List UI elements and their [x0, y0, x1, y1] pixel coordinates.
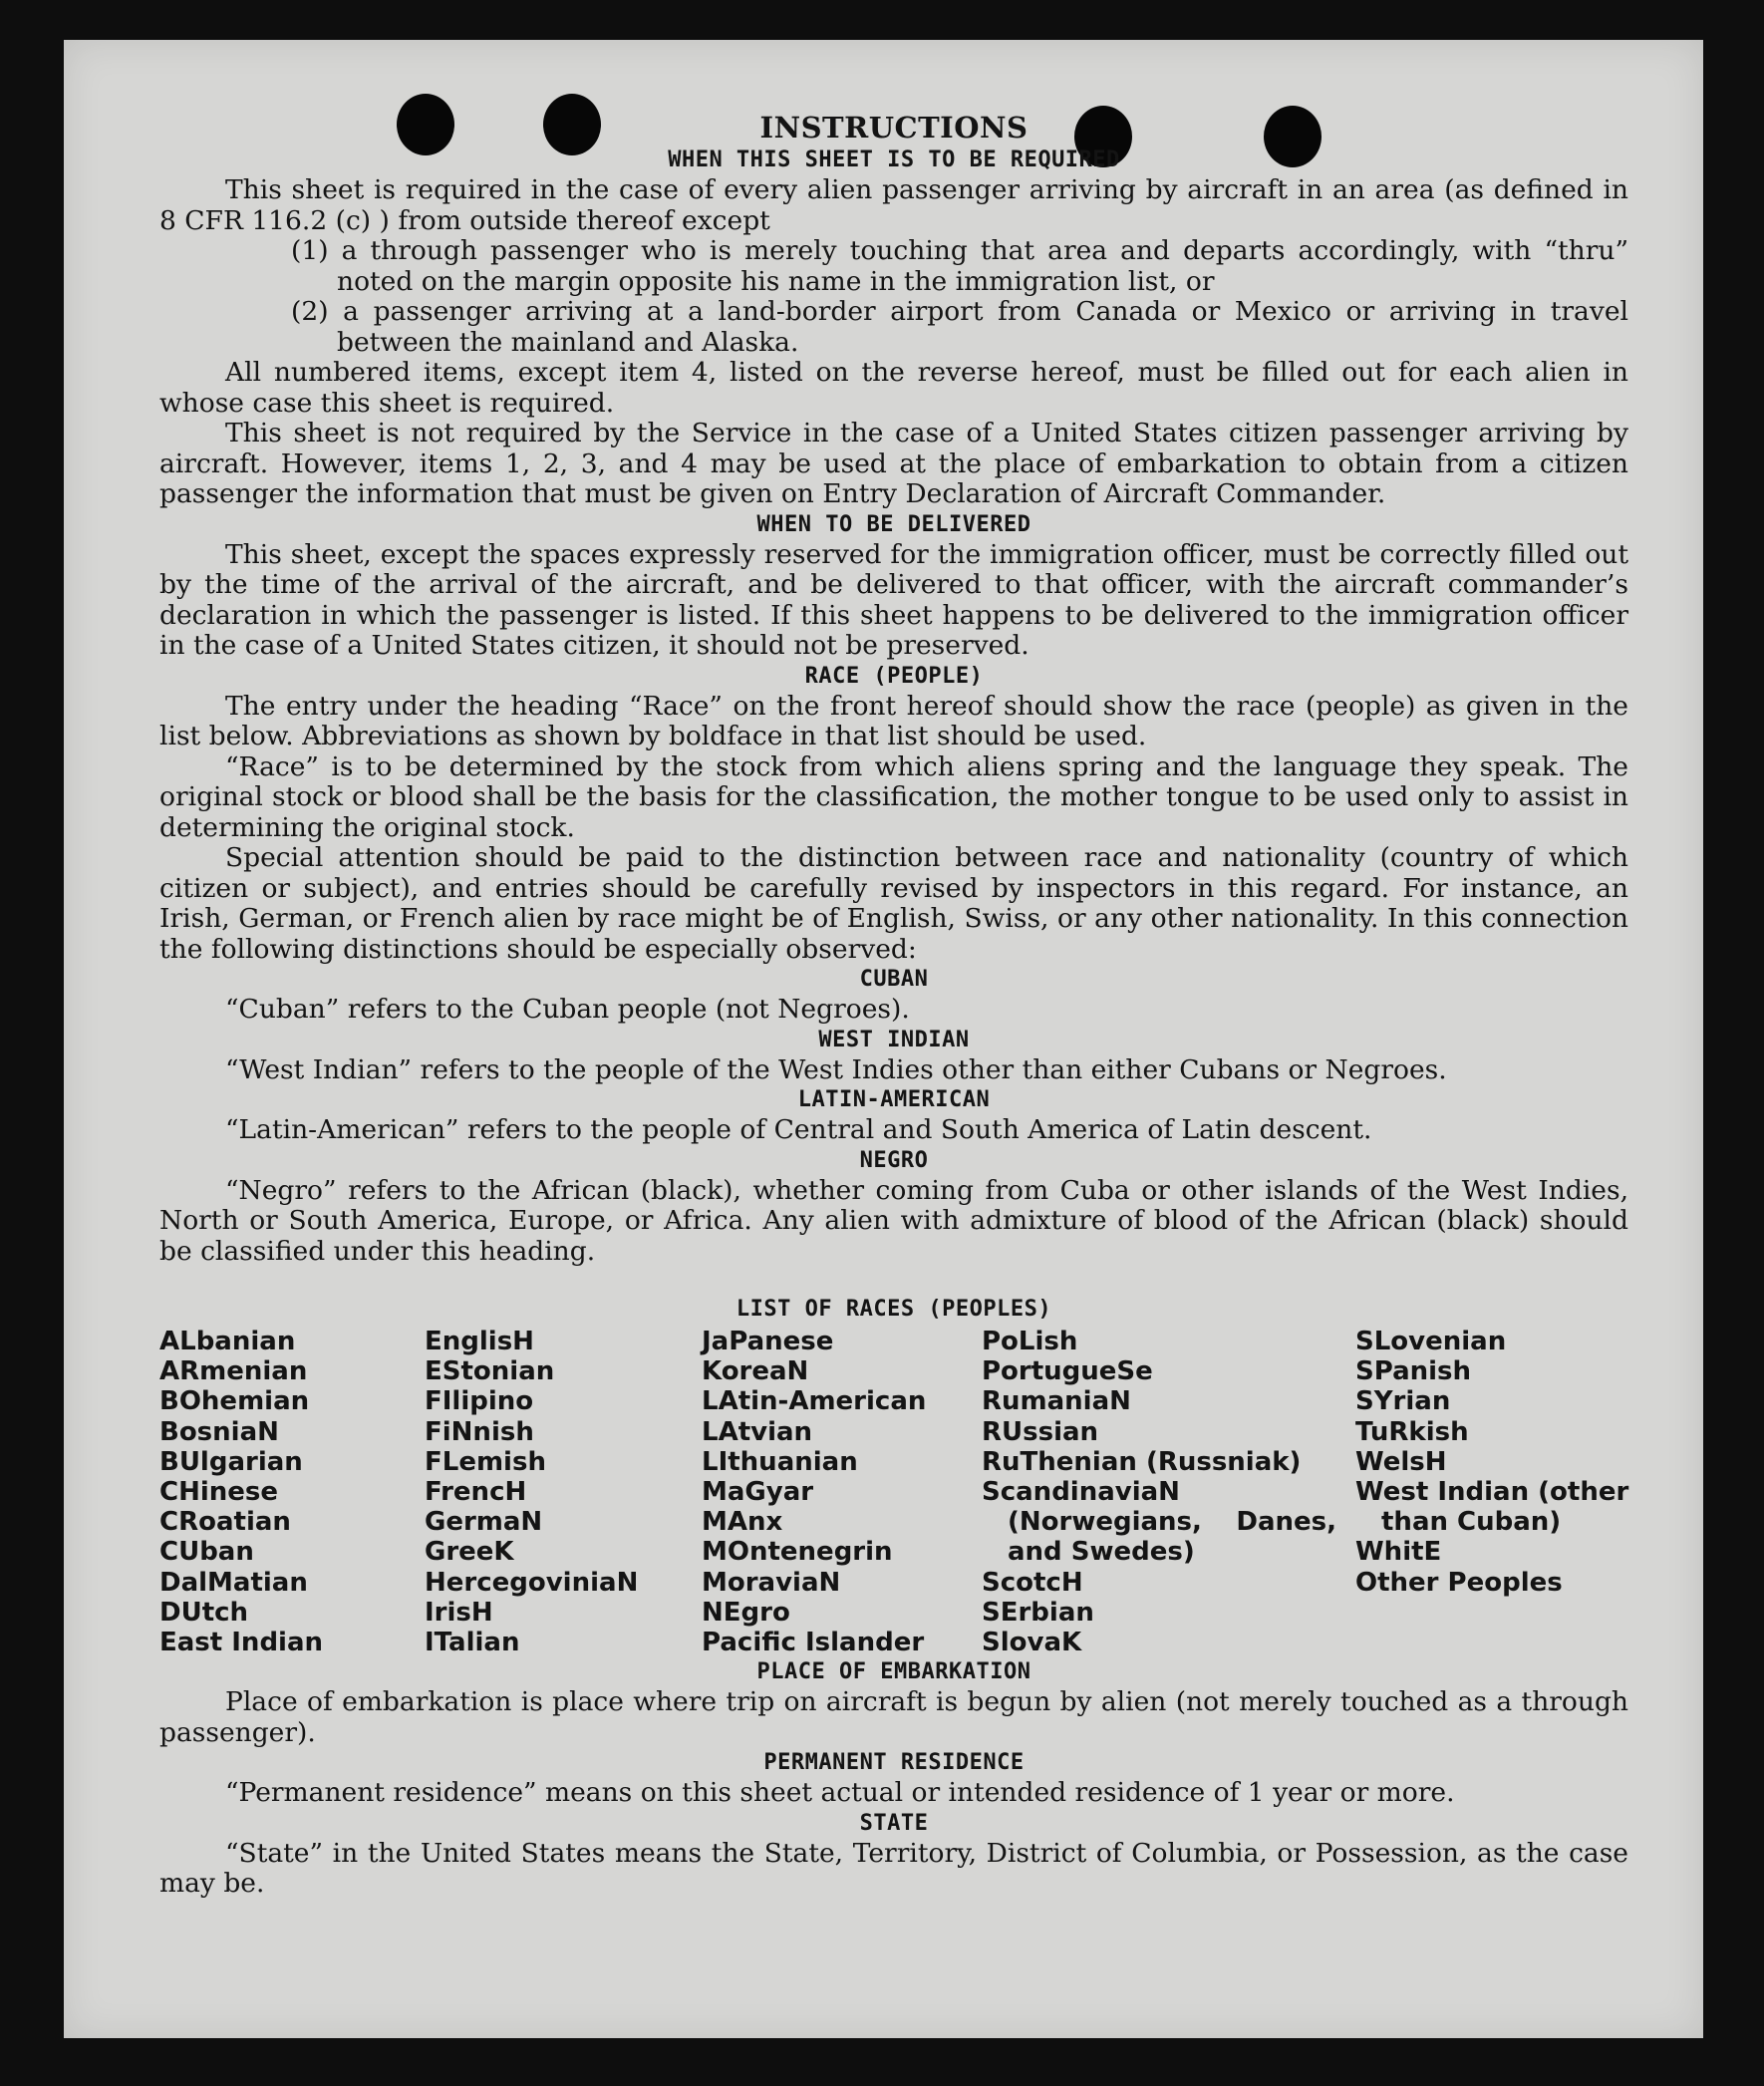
race-entry: CRoatian [159, 1507, 291, 1538]
section-heading: PLACE OF EMBARKATION [756, 1659, 1031, 1685]
race-entry: MAnx [702, 1507, 783, 1538]
race-entry: ScotcH [982, 1567, 1083, 1598]
paragraph: This sheet is not required by the Service in the case of a United States citizen passenger arriving by aircraft. However, items 1, 2, 3, and 4 may be used at the place of embarkation to obtain from a citizen passenger the information that must be given on Entry Declaration of Aircraft Commander. [159, 418, 1628, 509]
race-entry: TuRkish [1355, 1416, 1469, 1447]
section-heading: CUBAN [859, 967, 929, 992]
race-list [159, 1327, 1628, 1657]
paragraph: All numbered items, except item 4, listed on the reverse hereof, must be filled out for each alien in whose case this sheet is required. [159, 357, 1628, 419]
race-entry: CHinese [159, 1477, 279, 1508]
race-entry: ARmenian [159, 1356, 308, 1387]
section-heading: WHEN THIS SHEET IS TO BE REQUIRED [668, 148, 1120, 172]
paragraph: Special attention should be paid to the distinction between race and nationality (country of which citizen or subject), and entries should be carefully revised by inspectors in this regard. For instance, an Irish, German, or French alien by race might be of English, Swiss, or any other nationality. In this connection the following distinctions should be especially observed: [159, 842, 1628, 965]
section-heading: STATE [859, 1810, 929, 1836]
race-entry: GreeK [425, 1537, 514, 1568]
race-entry: East Indian [159, 1628, 324, 1658]
paragraph: The entry under the heading “Race” on the front hereof should show the race (people) as given in the list below. Abbreviations as shown by boldface in that list should be used. [159, 690, 1628, 751]
race-entry: GermaN [425, 1507, 543, 1538]
race-entry: WhitE [1355, 1537, 1442, 1568]
paragraph: “Latin-American” refers to the people of Central and South America of Latin descent. [225, 1114, 1372, 1145]
document-sheet [64, 40, 1703, 2038]
race-entry: SlovaK [982, 1628, 1082, 1658]
race-entry: SPanish [1355, 1356, 1472, 1387]
race-entry: LAtvian [702, 1416, 813, 1447]
race-column [982, 1327, 1355, 1657]
section-heading: WHEN TO BE DELIVERED [756, 511, 1031, 537]
paragraph: Place of embarkation is place where trip on aircraft is begun by alien (not merely touched as a through passenger). [159, 1686, 1628, 1748]
race-entry: KoreaN [702, 1356, 809, 1387]
race-entry: SYrian [1355, 1386, 1451, 1417]
race-entry: NEgro [702, 1597, 790, 1628]
race-entry: CUban [159, 1537, 254, 1568]
race-entry: SLovenian [1355, 1327, 1507, 1356]
race-entry: JaPanese [702, 1327, 834, 1356]
race-entry: BUlgarian [159, 1446, 303, 1477]
race-column [159, 1327, 425, 1657]
paragraph: “Negro” refers to the African (black), whether coming from Cuba or other islands of the West Indies, North or South America, Europe, or Africa. Any alien with admixture of blood of the African (black) should be classified under this heading. [159, 1174, 1628, 1267]
race-entry: DUtch [159, 1597, 249, 1628]
race-entry: Other Peoples [1355, 1567, 1563, 1598]
paragraph: This sheet, except the spaces expressly reserved for the immigration officer, must be correctly filled out by the time of the arrival of the aircraft, and be delivered to that officer, with the aircraft commander’s declaration in which the passenger is listed. If this sheet happens to be delivered to the immigration officer in the case of a United States citizen, it should not be preserved. [159, 538, 1628, 661]
race-entry: BosniaN [159, 1416, 279, 1447]
section-heading: LATIN-AMERICAN [797, 1087, 991, 1112]
race-entry: ScandinaviaN (Norwegians, Danes, and Swedes) [982, 1477, 1336, 1568]
race-entry: BOhemian [159, 1386, 310, 1417]
paragraph: “State” in the United States means the State, Territory, District of Columbia, or Possession, as the case may be. [159, 1837, 1628, 1900]
race-entry: Pacific Islander [702, 1628, 925, 1658]
section-heading: NEGRO [859, 1147, 929, 1173]
race-entry: EStonian [425, 1356, 555, 1387]
race-entry: PortugueSe [982, 1356, 1153, 1387]
section-heading: RACE (PEOPLE) [804, 663, 984, 689]
race-column [425, 1327, 702, 1657]
paragraph: “Race” is to be determined by the stock from which aliens spring and the language they speak. The original stock or blood shall be the basis for the classification, the mother tongue to be used only to assist in determining the original stock. [159, 750, 1628, 843]
exception-item: (2) a passenger arriving at a land-border airport from Canada or Mexico or arriving in travel between the mainland and Alaska. [291, 296, 1628, 358]
race-entry: FIlipino [425, 1386, 534, 1417]
section-heading: WEST INDIAN [818, 1027, 970, 1052]
paragraph: “Cuban” refers to the Cuban people (not Negroes). [225, 994, 910, 1025]
race-entry: SErbian [982, 1597, 1094, 1628]
race-entry: HercegoviniaN [425, 1567, 639, 1598]
paragraph: This sheet is required in the case of every alien passenger arriving by aircraft in an area (as defined in 8 CFR 116.2 (c) ) from outside thereof except [159, 174, 1628, 236]
race-entry: ALbanian [159, 1327, 296, 1356]
race-entry: LIthuanian [702, 1446, 858, 1477]
race-column [1355, 1327, 1628, 1657]
race-entry: WelsH [1355, 1446, 1447, 1477]
race-entry: FiNnish [425, 1416, 534, 1447]
race-entry: ITalian [425, 1628, 520, 1658]
race-entry: EnglisH [425, 1327, 534, 1356]
race-entry: MoraviaN [702, 1567, 841, 1598]
paragraph: “West Indian” refers to the people of the West Indies other than either Cubans or Negroes. [225, 1053, 1447, 1085]
race-entry: MOntenegrin [702, 1537, 893, 1568]
race-entry: FrencH [425, 1477, 527, 1508]
race-entry: RUssian [982, 1416, 1099, 1447]
race-entry: PoLish [982, 1327, 1078, 1356]
race-entry: IrisH [425, 1597, 493, 1628]
page-title: INSTRUCTIONS [759, 111, 1029, 145]
race-entry: DalMatian [159, 1567, 308, 1598]
section-heading: PERMANENT RESIDENCE [763, 1750, 1025, 1776]
race-entry: RumaniaN [982, 1386, 1131, 1417]
race-entry: LAtin-American [702, 1386, 927, 1417]
exception-item: (1) a through passenger who is merely touching that area and departs accordingly, with “thru” noted on the margin opposite his name in the immigration list, or [291, 235, 1628, 297]
paragraph: “Permanent residence” means on this sheet actual or intended residence of 1 year or more. [225, 1777, 1455, 1809]
instructions-content [159, 110, 1628, 1900]
race-entry: MaGyar [702, 1477, 814, 1508]
race-entry: RuThenian (Russniak) [982, 1446, 1302, 1477]
race-column [702, 1327, 982, 1657]
race-entry: West Indian (other than Cuban) [1355, 1477, 1629, 1538]
race-entry: FLemish [425, 1446, 546, 1477]
section-heading: LIST OF RACES (PEOPLES) [735, 1297, 1052, 1322]
